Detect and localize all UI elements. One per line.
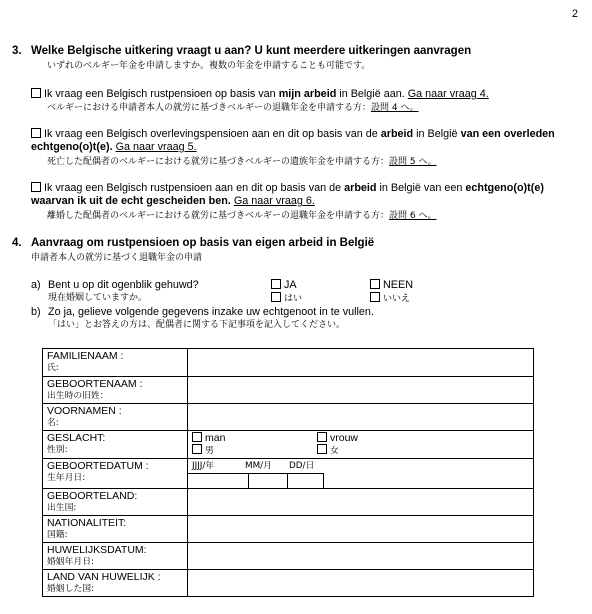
goto-question-6-link[interactable]: Ga naar vraag 6. bbox=[233, 195, 315, 207]
married-no-label: NEEN bbox=[383, 279, 413, 291]
familienaam-label: FAMILIENAAM : bbox=[47, 350, 124, 362]
geboortedatum-label-jp: 生年月日: bbox=[47, 473, 86, 483]
option-bold-text: echtgeno(o)t(e) waarvan ik uit de echt gescheiden ben. bbox=[31, 182, 544, 207]
option-bold-text: van een overleden echtgeno(o)t(e). bbox=[31, 128, 555, 153]
date-day-input[interactable] bbox=[288, 473, 324, 489]
huwelijksdatum-label-jp: 婚姻年月日: bbox=[47, 557, 94, 567]
geboortedatum-label: GEBOORTEDATUM : bbox=[47, 460, 149, 472]
date-year-input[interactable] bbox=[188, 473, 248, 489]
married-no-option bbox=[370, 279, 413, 292]
sex-male-option bbox=[192, 432, 225, 444]
date-day-label: DD/日 bbox=[289, 461, 315, 471]
question-3-number: 3. bbox=[12, 45, 22, 57]
married-no-checkbox[interactable] bbox=[370, 279, 380, 289]
form-label-cell bbox=[43, 349, 188, 377]
option-own-work bbox=[31, 88, 571, 101]
form-row bbox=[43, 431, 534, 459]
option-divorced bbox=[31, 182, 551, 208]
goto-question-6-jp-link[interactable]: 設問 6 へ。 bbox=[389, 211, 437, 221]
form-row bbox=[43, 404, 534, 431]
geslacht-label: GESLACHT: bbox=[47, 432, 106, 444]
familienaam-label-jp: 氏: bbox=[47, 363, 59, 373]
nationaliteit-input[interactable] bbox=[188, 516, 534, 543]
question-3-title-jp: いずれのベルギー年金を申請しますか。複数の年金を申請することも可能です。 bbox=[47, 61, 371, 71]
geboortenaam-label: GEBOORTENAAM : bbox=[47, 378, 143, 390]
question-3-title: Welke Belgische uitkering vraagt u aan? U kunt meerdere uitkeringen aanvragen bbox=[31, 45, 472, 57]
question-4a-text: Bent u op dit ogenblik gehuwd? bbox=[48, 279, 199, 291]
goto-question-5-jp-link[interactable]: 設問 5 へ。 bbox=[389, 157, 437, 167]
form-label-cell bbox=[43, 543, 188, 570]
spouse-form-table bbox=[42, 348, 534, 597]
geboorteland-label: GEBOORTELAND: bbox=[47, 490, 138, 502]
goto-question-4-link[interactable]: Ga naar vraag 4. bbox=[407, 88, 489, 100]
sex-female-option-jp bbox=[317, 444, 339, 457]
form-row bbox=[43, 489, 534, 516]
nationaliteit-label-jp: 国籍: bbox=[47, 530, 68, 540]
form-label-cell bbox=[43, 377, 188, 404]
huwelijksdatum-input[interactable] bbox=[188, 543, 534, 570]
geboortedatum-cell bbox=[188, 459, 534, 489]
form-label-cell bbox=[43, 431, 188, 459]
sex-male-checkbox[interactable] bbox=[192, 432, 202, 442]
huwelijksdatum-label: HUWELIJKSDATUM: bbox=[47, 544, 147, 556]
option-bold-text: arbeid bbox=[344, 182, 377, 194]
voornamen-label-jp: 名: bbox=[47, 418, 59, 428]
date-year-label: JJJJ/年 bbox=[192, 461, 215, 471]
sex-female-checkbox-jp[interactable] bbox=[317, 444, 327, 454]
sex-female-label-jp: 女 bbox=[330, 446, 339, 456]
question-4-number: 4. bbox=[12, 237, 22, 249]
sex-male-option-jp bbox=[192, 444, 214, 457]
married-yes-checkbox[interactable] bbox=[271, 279, 281, 289]
option-text: in België van een bbox=[376, 182, 466, 194]
geboortenaam-label-jp: 出生時の旧姓： bbox=[47, 391, 109, 401]
page-number: 2 bbox=[571, 8, 578, 20]
form-row bbox=[43, 516, 534, 543]
option-text: Ik vraag een Belgisch rustpensioen op basis van bbox=[44, 88, 279, 100]
geslacht-label-jp: 性別: bbox=[47, 445, 68, 455]
question-4b-label: b) bbox=[31, 306, 41, 318]
option-divorced-checkbox[interactable] bbox=[31, 182, 41, 192]
option-survivor-checkbox[interactable] bbox=[31, 128, 41, 138]
land-van-huwelijk-label: LAND VAN HUWELIJK : bbox=[47, 571, 161, 583]
geslacht-cell bbox=[188, 431, 534, 459]
date-month-input[interactable] bbox=[248, 473, 288, 489]
married-no-checkbox-jp[interactable] bbox=[370, 292, 380, 302]
option-divorced-jp bbox=[47, 210, 436, 222]
voornamen-label: VOORNAMEN : bbox=[47, 405, 122, 417]
option-text: Ik vraag een Belgisch rustpensioen aan en dit op basis van de bbox=[44, 182, 345, 194]
sex-female-checkbox[interactable] bbox=[317, 432, 327, 442]
geboortenaam-input[interactable] bbox=[188, 377, 534, 404]
option-text-jp: ベルギーにおける申請者本人の就労に基づきベルギーの退職年金を申請する方： bbox=[47, 103, 372, 113]
option-text-jp: 死亡した配偶者のベルギーにおける就労に基づきベルギーの遺族年金を申請する方： bbox=[47, 157, 390, 167]
option-survivor bbox=[31, 128, 579, 154]
question-4b-text-jp: 「はい」とお答えの方は、配偶者に関する下記事項を記入してください。 bbox=[48, 320, 346, 330]
form-row bbox=[43, 377, 534, 404]
question-4a-label: a) bbox=[31, 279, 41, 291]
sex-male-checkbox-jp[interactable] bbox=[192, 444, 202, 454]
married-yes-label: JA bbox=[284, 279, 297, 291]
sex-female-option bbox=[317, 432, 358, 444]
sex-male-label-jp: 男 bbox=[205, 446, 214, 456]
option-text: in België bbox=[413, 128, 461, 140]
option-text: in België aan. bbox=[336, 88, 408, 100]
option-survivor-jp bbox=[47, 156, 436, 168]
geboorteland-input[interactable] bbox=[188, 489, 534, 516]
goto-question-5-link[interactable]: Ga naar vraag 5. bbox=[115, 141, 197, 153]
question-4-title: Aanvraag om rustpensioen op basis van eigen arbeid in België bbox=[31, 237, 375, 249]
option-bold-text: mijn arbeid bbox=[278, 88, 337, 100]
land-van-huwelijk-label-jp: 婚姻した国: bbox=[47, 584, 94, 594]
option-text-jp: 離婚した配偶者のベルギーにおける就労に基づきベルギーの退職年金を申請する方： bbox=[47, 211, 390, 221]
form-label-cell bbox=[43, 516, 188, 543]
nationaliteit-label: NATIONALITEIT: bbox=[47, 517, 127, 529]
option-own-work-jp bbox=[47, 102, 418, 114]
option-own-work-checkbox[interactable] bbox=[31, 88, 41, 98]
familienaam-input[interactable] bbox=[188, 349, 534, 377]
goto-question-4-jp-link[interactable]: 設問 4 へ。 bbox=[371, 103, 419, 113]
form-label-cell bbox=[43, 570, 188, 597]
date-month-label: MM/月 bbox=[245, 461, 272, 471]
question-4a-text-jp: 現在婚姻していますか。 bbox=[48, 293, 148, 303]
married-yes-checkbox-jp[interactable] bbox=[271, 292, 281, 302]
sex-female-label: vrouw bbox=[330, 432, 359, 444]
married-yes-option-jp bbox=[271, 292, 302, 305]
form-label-cell bbox=[43, 404, 188, 431]
option-text: Ik vraag een Belgisch overlevingspensioen aan en dit op basis van de bbox=[44, 128, 381, 140]
form-label-cell bbox=[43, 489, 188, 516]
question-4b-text: Zo ja, gelieve volgende gegevens inzake uw echtgenoot in te vullen. bbox=[48, 306, 374, 318]
form-row bbox=[43, 459, 534, 489]
form-label-cell bbox=[43, 459, 188, 489]
married-yes-option bbox=[271, 279, 297, 292]
form-row bbox=[43, 543, 534, 570]
sex-male-label: man bbox=[205, 432, 226, 444]
form-row bbox=[43, 570, 534, 597]
land-van-huwelijk-input[interactable] bbox=[188, 570, 534, 597]
form-row bbox=[43, 349, 534, 377]
question-4-title-jp: 申請者本人の就労に基づく退職年金の申請 bbox=[31, 253, 203, 263]
option-bold-text: arbeid bbox=[380, 128, 414, 140]
married-no-label-jp: いいえ bbox=[383, 294, 411, 304]
married-yes-label-jp: はい bbox=[284, 294, 303, 304]
voornamen-input[interactable] bbox=[188, 404, 534, 431]
married-no-option-jp bbox=[370, 292, 410, 305]
geboorteland-label-jp: 出生国: bbox=[47, 503, 77, 513]
